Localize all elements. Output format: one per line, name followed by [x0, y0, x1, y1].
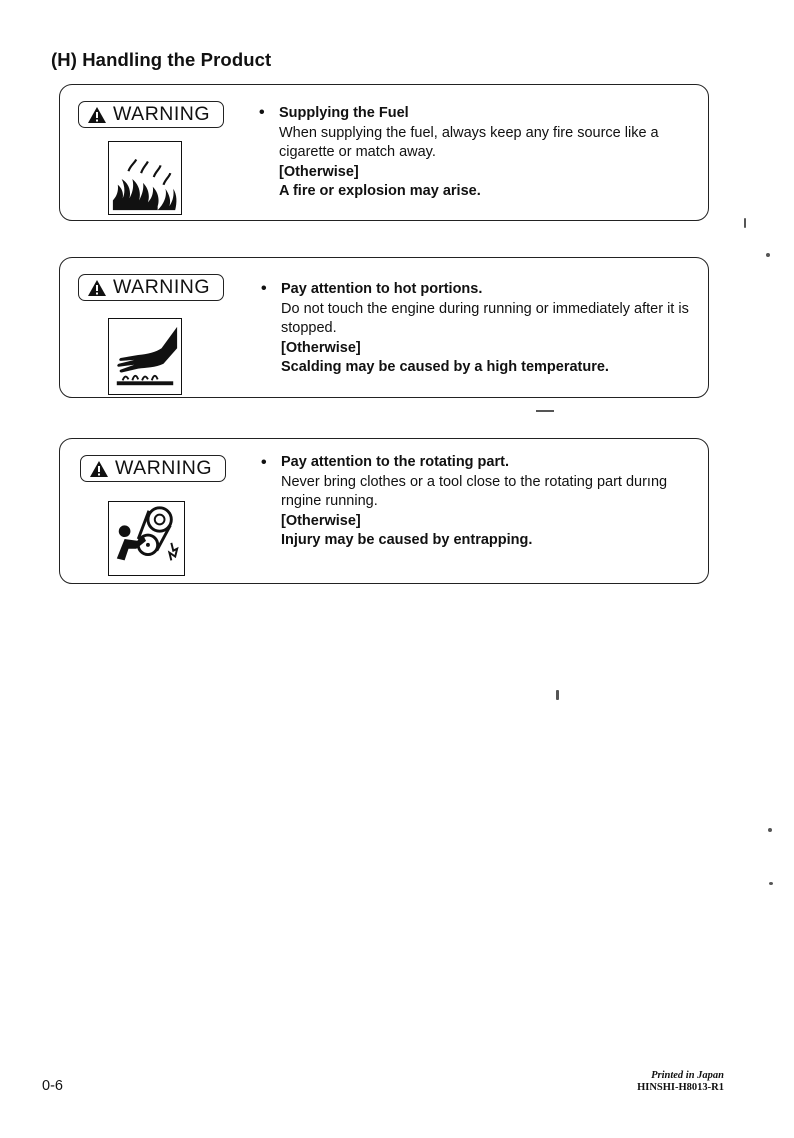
warning-box-hot-portions — [59, 257, 709, 398]
warning-badge — [78, 274, 224, 301]
printed-in-label: Printed in Japan — [651, 1070, 724, 1081]
alert-triangle-icon — [89, 460, 109, 478]
warning-body: When supplying the fuel, always keep any fire source like a cigarette or match away. — [279, 124, 659, 161]
warning-badge-label: WARNING — [113, 102, 211, 125]
rotating-belt-entrapment-icon — [108, 501, 185, 576]
scan-speck — [536, 410, 554, 412]
bullet: • — [259, 104, 265, 121]
alert-triangle-icon — [87, 106, 107, 124]
warning-heading: Supplying the Fuel — [279, 105, 409, 121]
warning-badge — [78, 101, 224, 128]
otherwise-label: [Otherwise] — [279, 163, 359, 180]
scan-speck — [766, 253, 770, 257]
warning-consequence: A fire or explosion may arise. — [279, 183, 481, 200]
scan-speck — [556, 690, 559, 700]
warning-box-fuel — [59, 84, 709, 221]
bullet: • — [261, 454, 267, 471]
warning-box-rotating-part — [59, 438, 709, 584]
page-number: 0-6 — [42, 1078, 63, 1094]
fire-hazard-icon — [108, 141, 182, 215]
warning-badge — [80, 455, 226, 482]
warning-text-rotating-part — [281, 453, 706, 551]
warning-text-fuel — [279, 104, 704, 202]
warning-consequence: Injury may be caused by entrapping. — [281, 532, 533, 549]
warning-heading: Pay attention to the rotating part. — [281, 454, 509, 470]
warning-body: Do not touch the engine during running or immediately after it is stopped. — [281, 300, 689, 337]
section-title: (H) Handling the Product — [51, 49, 272, 70]
bullet: • — [261, 280, 267, 297]
alert-triangle-icon — [87, 279, 107, 297]
warning-badge-label: WARNING — [115, 456, 213, 479]
otherwise-label: [Otherwise] — [281, 512, 361, 529]
printed-info — [637, 1070, 724, 1094]
otherwise-label: [Otherwise] — [281, 339, 361, 356]
scan-speck — [769, 882, 773, 885]
warning-text-hot-portions — [281, 280, 706, 378]
scan-speck — [744, 218, 746, 228]
warning-consequence: Scalding may be caused by a high temperature. — [281, 359, 609, 376]
warning-body: Never bring clothes or a tool close to the rotating part durıng rngine running. — [281, 473, 668, 510]
warning-badge-label: WARNING — [113, 275, 211, 298]
warning-heading: Pay attention to hot portions. — [281, 281, 483, 297]
scan-speck — [768, 828, 772, 832]
hot-surface-hand-icon — [108, 318, 182, 395]
document-code: HINSHI-H8013-R1 — [637, 1082, 724, 1093]
